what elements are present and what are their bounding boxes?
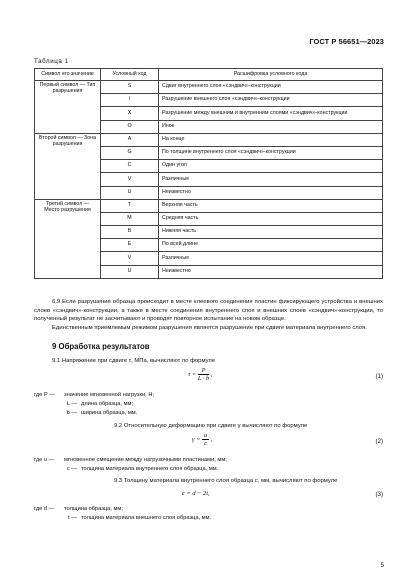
document-id: ГОСТ Р 56651—2023: [309, 37, 384, 46]
description-cell: Иное: [159, 120, 383, 133]
description-cell: Сдвиг внутреннего слоя «сэндвич»-конструкции: [159, 81, 383, 94]
code-cell: V: [101, 252, 159, 265]
where-1-sym-0: где P —: [34, 392, 55, 398]
code-cell: E: [101, 239, 159, 252]
where-3-sym-1: t —: [68, 515, 77, 521]
page-number: 5: [380, 562, 384, 569]
code-cell: O: [101, 120, 159, 133]
description-cell: Нижняя часть: [159, 226, 383, 239]
equation-2-lhs: γ =: [192, 435, 201, 443]
equation-2-number: (2): [375, 438, 383, 445]
failure-codes-table: [34, 68, 383, 279]
paragraph-9-2: 9.2 Относительную деформацию при сдвиге γ вычисляют по формуле: [114, 423, 308, 429]
description-cell: Неизвестно: [159, 265, 383, 278]
equation-2-numerator: u: [204, 432, 208, 439]
code-cell: X: [101, 107, 159, 120]
code-cell: U: [101, 265, 159, 278]
where-1-text-0: значение мгновенной нагрузки, Н;: [64, 392, 155, 398]
paragraph-6-9: 6.9 Если разрушение образца происходит в месте клеевого соединения пластин фиксирующего устройства и внешних слоев «сэндвич»-конструкции, а также в месте соединения внутреннего слоя и внешних слоев «сэндвич»-конструкции, то полученный результат не засчитывают и проводят повторное испытание на новом образце.: [34, 299, 383, 323]
description-cell: Разрушение между внешним и внутренним слоями «сэндвич»-конструкции: [159, 107, 383, 120]
equation-1-denominator: L · b: [197, 375, 210, 382]
column-header: Символ его значение: [35, 69, 101, 81]
where-1-sym-1: L —: [66, 401, 77, 407]
code-cell: V: [101, 173, 159, 186]
equation-1-number: (1): [375, 373, 383, 380]
code-cell: G: [101, 146, 159, 159]
table-body: [35, 81, 383, 279]
group-cell: Третий символ — Место разрушения: [35, 199, 101, 278]
code-cell: I: [101, 94, 159, 107]
code-cell: A: [101, 133, 159, 146]
description-cell: Различные: [159, 252, 383, 265]
description-cell: Различные: [159, 173, 383, 186]
table-row: [35, 81, 383, 94]
table-row: [35, 133, 383, 146]
equation-3-number: (3): [375, 491, 383, 498]
where-1-sym-2: b —: [66, 410, 77, 416]
paragraph-9-3: 9.3 Толщину материала внутреннего слоя образца c, мм, вычисляют по формуле: [114, 478, 338, 484]
paragraph-9-1: 9.1 Напряжение при сдвиге τ, МПа, вычисляют по формуле: [52, 358, 216, 364]
description-cell: По всей длине: [159, 239, 383, 252]
description-cell: На конце: [159, 133, 383, 146]
where-3-text-0: толщина образца, мм;: [64, 506, 123, 512]
equation-1-numerator: P: [198, 367, 209, 375]
section-9-title: 9 Обработка результатов: [52, 342, 150, 351]
equation-1-fraction: [198, 367, 209, 382]
description-cell: Разрушение внешнего слоя «сэндвич»-конструкции: [159, 94, 383, 107]
table-header-row: [35, 69, 383, 81]
column-header: Расшифровка условного кода: [159, 69, 383, 81]
code-cell: S: [101, 81, 159, 94]
group-cell: Первый символ — Тип разрушения: [35, 81, 101, 134]
code-cell: U: [101, 186, 159, 199]
description-cell: Неизвестно: [159, 186, 383, 199]
description-cell: По толщине внутреннего слоя «сэндвич»-конструкции: [159, 146, 383, 159]
code-cell: C: [101, 160, 159, 173]
code-cell: T: [101, 199, 159, 212]
equation-3: c = d − 2t,: [182, 490, 210, 497]
equation-1-tail: ,: [210, 370, 213, 378]
where-2-sym-1: c —: [66, 466, 77, 472]
code-cell: B: [101, 226, 159, 239]
where-3-sym-0: где d —: [34, 506, 55, 512]
equation-2-tail: ,: [210, 435, 213, 443]
where-2-text-0: мгновенное смещение между нагрузочными пластинами, мм;: [64, 457, 227, 463]
description-cell: Средняя часть: [159, 212, 383, 225]
description-cell: Один угол: [159, 160, 383, 173]
equation-2: [192, 432, 212, 447]
where-1-text-2: ширина образца, мм.: [81, 410, 138, 416]
where-3-text-1: толщина материала внешнего слоя образца, мм.: [81, 515, 212, 521]
equation-2-fraction: [202, 432, 209, 447]
code-cell: M: [101, 212, 159, 225]
equation-2-denominator: c: [204, 440, 208, 447]
column-header: Условный код: [101, 69, 159, 81]
equation-1: [188, 367, 212, 382]
paragraph-failure-mode: Единственным приемлемым режимом разрушения является разрушение при сдвиге материала внутреннего слоя.: [52, 325, 367, 331]
table-caption: Таблица 1: [34, 58, 69, 65]
description-cell: Верхняя часть: [159, 199, 383, 212]
group-cell: Второй символ — Зона разрушения: [35, 133, 101, 199]
equation-1-lhs: τ =: [188, 370, 197, 378]
where-1-text-1: длина образца, мм;: [81, 401, 133, 407]
where-2-sym-0: где u —: [34, 457, 55, 463]
table-row: [35, 199, 383, 212]
where-2-text-1: толщина материала внутреннего слоя образца, мм.: [81, 466, 219, 472]
